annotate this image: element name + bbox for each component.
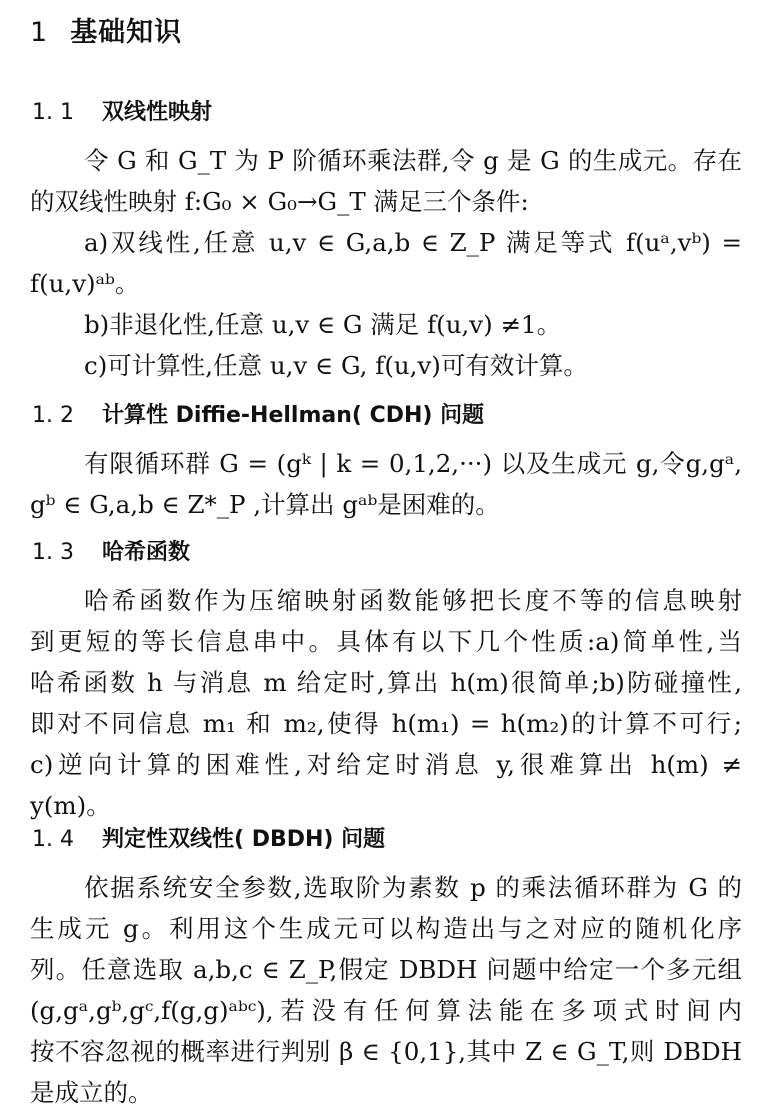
- subsection-number: 1. 3: [32, 540, 74, 565]
- subsection-title: 判定性双线性( DBDH) 问题: [102, 827, 386, 852]
- text-line: y(m)。: [30, 791, 111, 820]
- text-line: f(u,v)ᵃᵇ。: [30, 269, 140, 298]
- text-line: 生成元 g。利用这个生成元可以构造出与之对应的随机化序: [30, 914, 742, 943]
- text-line: (g,gᵃ,gᵇ,gᶜ,f(g,g)ᵃᵇᶜ),若没有任何算法能在多项式时间内: [30, 996, 742, 1025]
- text-line: 列。任意选取 a,b,c ∈ Z_P,假定 DBDH 问题中给定一个多元组: [30, 955, 742, 984]
- text-line: a)双线性,任意 u,v ∈ G,a,b ∈ Z_P 满足等式 f(uᵃ,vᵇ) =: [84, 228, 742, 257]
- subsection-heading-1-3: [32, 535, 190, 566]
- paragraph-cdh: [30, 443, 742, 525]
- text-line: 的双线性映射 f:G₀ × G₀→G_T 满足三个条件:: [30, 187, 529, 216]
- paragraph-hash-function: [30, 580, 742, 826]
- text-line: c)可计算性,任意 u,v ∈ G, f(u,v)可有效计算。: [84, 351, 588, 380]
- subsection-title: 双线性映射: [102, 100, 213, 125]
- subsection-number: 1. 1: [32, 100, 74, 125]
- subsection-title: 哈希函数: [102, 540, 191, 565]
- section-title: 基础知识: [70, 17, 183, 48]
- subsection-heading-1-2: [32, 398, 484, 429]
- paragraph-dbdh: [30, 867, 742, 1113]
- text-line: 即对不同信息 m₁ 和 m₂,使得 h(m₁) = h(m₂)的计算不可行;: [30, 709, 742, 738]
- text-line: 令 G 和 G_T 为 P 阶循环乘法群,令 g 是 G 的生成元。存在: [84, 146, 742, 175]
- subsection-number: 1. 4: [32, 827, 74, 852]
- text-line: b)非退化性,任意 u,v ∈ G 满足 f(u,v) ≠1。: [84, 310, 562, 339]
- paragraph-bilinear-map: [30, 140, 742, 386]
- text-line: c)逆向计算的困难性,对给定时消息 y,很难算出 h(m) ≠: [30, 750, 742, 779]
- subsection-heading-1-4: [32, 822, 385, 853]
- subsection-title: 计算性 Diffie-Hellman( CDH) 问题: [102, 403, 485, 428]
- text-line: 有限循环群 G = (gᵏ | k = 0,1,2,···) 以及生成元 g,令g,gᵃ,: [84, 449, 742, 478]
- subsection-number: 1. 2: [32, 403, 74, 428]
- text-line: 依据系统安全参数,选取阶为素数 p 的乘法循环群为 G 的: [84, 873, 742, 902]
- text-line: 哈希函数 h 与消息 m 给定时,算出 h(m)很简单;b)防碰撞性,: [30, 668, 742, 697]
- text-line: 按不容忽视的概率进行判别 β ∈ {0,1},其中 Z ∈ G_T,则 DBDH: [30, 1037, 742, 1066]
- section-number: 1: [30, 17, 49, 48]
- text-line: 到更短的等长信息串中。具体有以下几个性质:a)简单性,当: [30, 627, 742, 656]
- text-line: 是成立的。: [30, 1078, 153, 1107]
- text-line: gᵇ ∈ G,a,b ∈ Z*_P ,计算出 gᵃᵇ是困难的。: [30, 490, 500, 519]
- text-line: 哈希函数作为压缩映射函数能够把长度不等的信息映射: [84, 586, 742, 615]
- section-heading: [30, 10, 182, 49]
- subsection-heading-1-1: [32, 95, 212, 126]
